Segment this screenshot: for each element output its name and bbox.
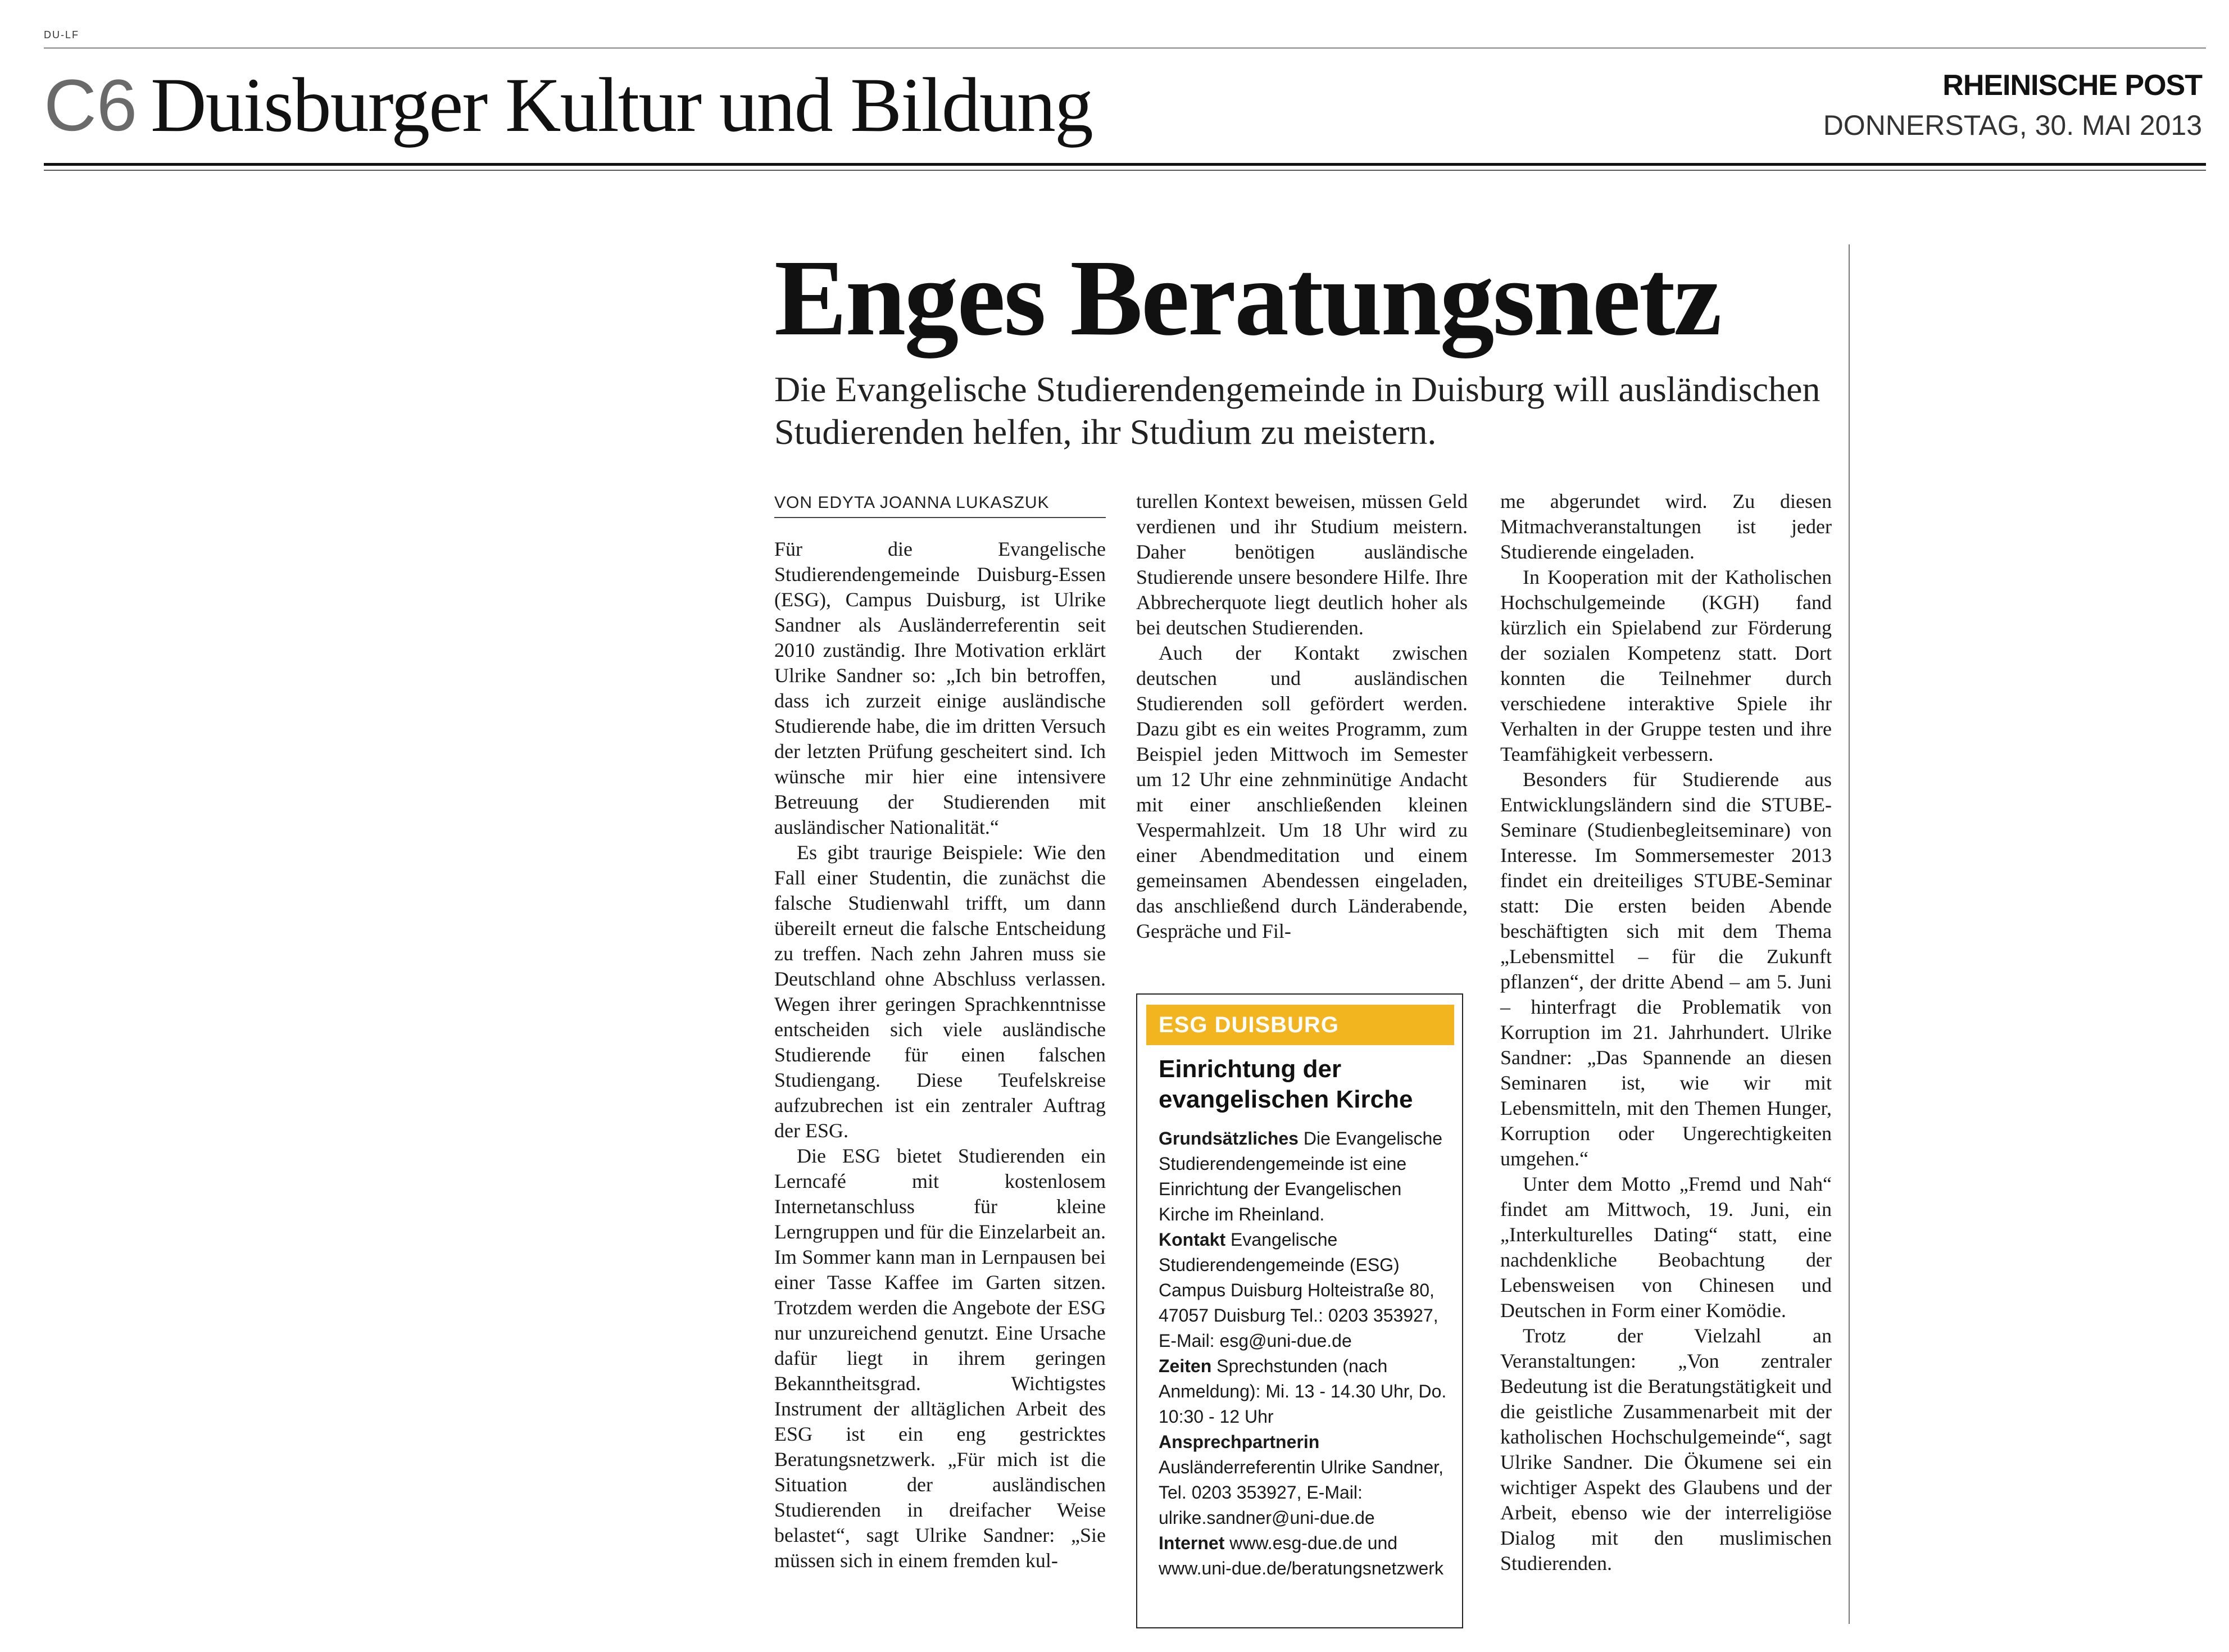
- info-entry-text: Ausländerreferentin Ulrike Sandner, Tel. 0203 353927, E-Mail: ulrike.sandner@uni-due.de: [1159, 1457, 1443, 1528]
- info-entry-text: Evangelische Studierendengemeinde (ESG) Campus Duisburg Holteistraße 80, 47057 Duisburg Tel.: 0203 353927, E-Mail: esg@uni-due.de: [1159, 1229, 1438, 1351]
- paragraph: turellen Kontext beweisen, müssen Geld verdienen und ihr Studium meistern. Daher benötigen ausländische Studierende unsere besondere Hilfe. Ihre Abbrecherquote liegt deutlich hoher als bei deutschen Studierenden.: [1136, 490, 1468, 639]
- article-column-1: [774, 537, 1106, 1573]
- paragraph: Auch der Kontakt zwischen deutschen und ausländischen Studierenden soll gefördert werden. Dazu gibt es ein weites Programm, zum Beispiel jeden Mittwoch im Semester um 12 Uhr eine zehnminütige Andacht mit einer anschließenden kleinen Vespermahlzeit. Um 18 Uhr wird zu einer Abendmeditation und einem gemeinsamen Abendessen eingeladen, das anschließend durch Länderabende, Gespräche und Fil-: [1136, 642, 1468, 942]
- paragraph: Es gibt traurige Beispiele: Wie den Fall einer Studentin, die zunächst die falsche Studienwahl trifft, um dann übereilt erneut die falsche Entscheidung zu treffen. Nach zehn Jahren muss sie Deutschland ohne Abschluss verlassen. Wegen ihrer geringen Sprachkenntnisse entscheiden sich viele ausländische Studierende für einen falschen Studiengang. Diese Teufelskreise aufzubrechen ist ein zentraler Auftrag der ESG.: [774, 841, 1106, 1142]
- info-entry: [1159, 1429, 1453, 1531]
- info-box-label: ESG DUISBURG: [1146, 1005, 1454, 1045]
- article-column-3: [1500, 489, 1832, 1576]
- info-entry-text: Sprechstunden (nach Anmeldung): Mi. 13 - 14.30 Uhr, Do. 10:30 - 12 Uhr: [1159, 1356, 1447, 1427]
- page-number: C6: [44, 64, 138, 146]
- info-entry-term: Kontakt: [1159, 1229, 1226, 1250]
- info-entry: [1159, 1531, 1453, 1581]
- info-entry-term: Grundsätzliches: [1159, 1128, 1299, 1149]
- paragraph: Besonders für Studierende aus Entwicklungsländern sind die STUBE-Seminare (Studienbegleitseminare) von Interesse. Im Sommersemester 2013 findet ein dreiteiliges STUBE-Seminar statt: Die ersten beiden Abende beschäftigten sich mit dem Thema „Lebensmittel – für die Zukunft pflanzen“, der dritte Abend – am 5. Juni – hinterfragt die Problematik von Korruption im 21. Jahrhundert. Ulrike Sandner: „Das Spannende an diesen Seminaren ist, wie wir mit Lebensmitteln, mit den Themen Hunger, Korruption oder Ungerechtigkeiten umgehen.“: [1500, 768, 1832, 1170]
- edition-code: DU-LF: [44, 29, 79, 40]
- section-title: Duisburger Kultur und Bildung: [151, 62, 1092, 148]
- column-divider: [1849, 244, 1850, 1624]
- paragraph: Für die Evangelische Studierendengemeinde Duisburg-Essen (ESG), Campus Duisburg, ist Ulrike Sandner als Ausländerreferentin seit 2010 zuständig. Ihre Motivation erklärt Ulrike Sandner so: „Ich bin betroffen, dass ich zurzeit einige ausländische Studierende habe, die im dritten Versuch der letzten Prüfung gescheitert sind. Ich wünsche mir hier eine intensivere Betreuung der Studierenden mit ausländischer Nationalität.“: [774, 538, 1106, 838]
- article-subheadline: Die Evangelische Studierendengemeinde in Duisburg will ausländischen Studierenden helfen, ihr Studium zu meistern.: [774, 369, 1821, 452]
- info-entry-term: Ansprechpartnerin: [1159, 1432, 1320, 1452]
- info-box-title: Einrichtung der evangelischen Kirche: [1159, 1055, 1413, 1113]
- paragraph: Unter dem Motto „Fremd und Nah“ findet am Mittwoch, 19. Juni, ein „Interkulturelles Dating“ statt, eine nachdenkliche Beobachtung der Lebensweisen von Chinesen und Deutschen in Form einer Komödie.: [1500, 1173, 1832, 1322]
- header-divider-thick: [44, 163, 2206, 166]
- article-column-2: [1136, 489, 1468, 944]
- top-divider: [44, 47, 2206, 49]
- paragraph: In Kooperation mit der Katholischen Hochschulgemeinde (KGH) fand kürzlich ein Spielabend zur Förderung der sozialen Kompetenz statt. Dort konnten die Teilnehmer durch verschiedene interaktive Spiele ihr Verhalten in der Gruppe testen und ihre Teamfähigkeit verbessern.: [1500, 566, 1832, 765]
- paragraph: Trotz der Vielzahl an Veranstaltungen: „Von zentraler Bedeutung ist die Beratungstätigkeit und die geistliche Zusammenarbeit mit der katholischen Hochschulgemeinde“, sagt Ulrike Sandner. Die Ökumene sei ein wichtiger Aspekt des Glaubens und der Arbeit, ebenso wie der interreligiöse Dialog mit den muslimischen Studierenden.: [1500, 1324, 1832, 1574]
- byline-divider: [774, 517, 1106, 518]
- article-byline: VON EDYTA JOANNA LUKASZUK: [774, 493, 1050, 512]
- info-box: [1136, 993, 1463, 1628]
- info-box-body: [1159, 1126, 1453, 1581]
- header-divider-thin: [44, 170, 2206, 171]
- paragraph: Die ESG bietet Studierenden ein Lerncafé mit kostenlosem Internetanschluss für kleine Lerngruppen und für die Einzelarbeit an. Im Sommer kann man in Lernpausen bei einer Tasse Kaffee im Garten sitzen. Trotzdem werden die Angebote der ESG nur unzureichend genutzt. Eine Ursache dafür liegt in ihrem geringen Bekanntheitsgrad. Wichtigstes Instrument der alltäglichen Arbeit des ESG ist ein eng gestricktes Beratungsnetzwerk. „Für mich ist die Situation der ausländischen Studierenden in dreifacher Weise belastet“, sagt Ulrike Sandner: „Sie müssen sich in einem fremden kul-: [774, 1145, 1106, 1572]
- info-entry-text: Die Evangelische Studierendengemeinde ist eine Einrichtung der Evangelischen Kirche im Rheinland.: [1159, 1128, 1443, 1224]
- newspaper-name: RHEINISCHE POST: [1942, 69, 2202, 102]
- paragraph: me abgerundet wird. Zu diesen Mitmachveranstaltungen ist jeder Studierende eingeladen.: [1500, 490, 1832, 563]
- info-entry-term: Internet: [1159, 1533, 1225, 1553]
- info-entry-text: www.esg-due.de und www.uni-due.de/beratungsnetzwerk: [1159, 1533, 1443, 1578]
- info-entry: [1159, 1227, 1453, 1354]
- info-entry: [1159, 1126, 1453, 1227]
- article-headline: Enges Beratungsnetz: [774, 237, 1720, 358]
- info-entry-term: Zeiten: [1159, 1356, 1212, 1376]
- issue-date: DONNERSTAG, 30. MAI 2013: [1823, 110, 2202, 141]
- info-entry: [1159, 1354, 1453, 1429]
